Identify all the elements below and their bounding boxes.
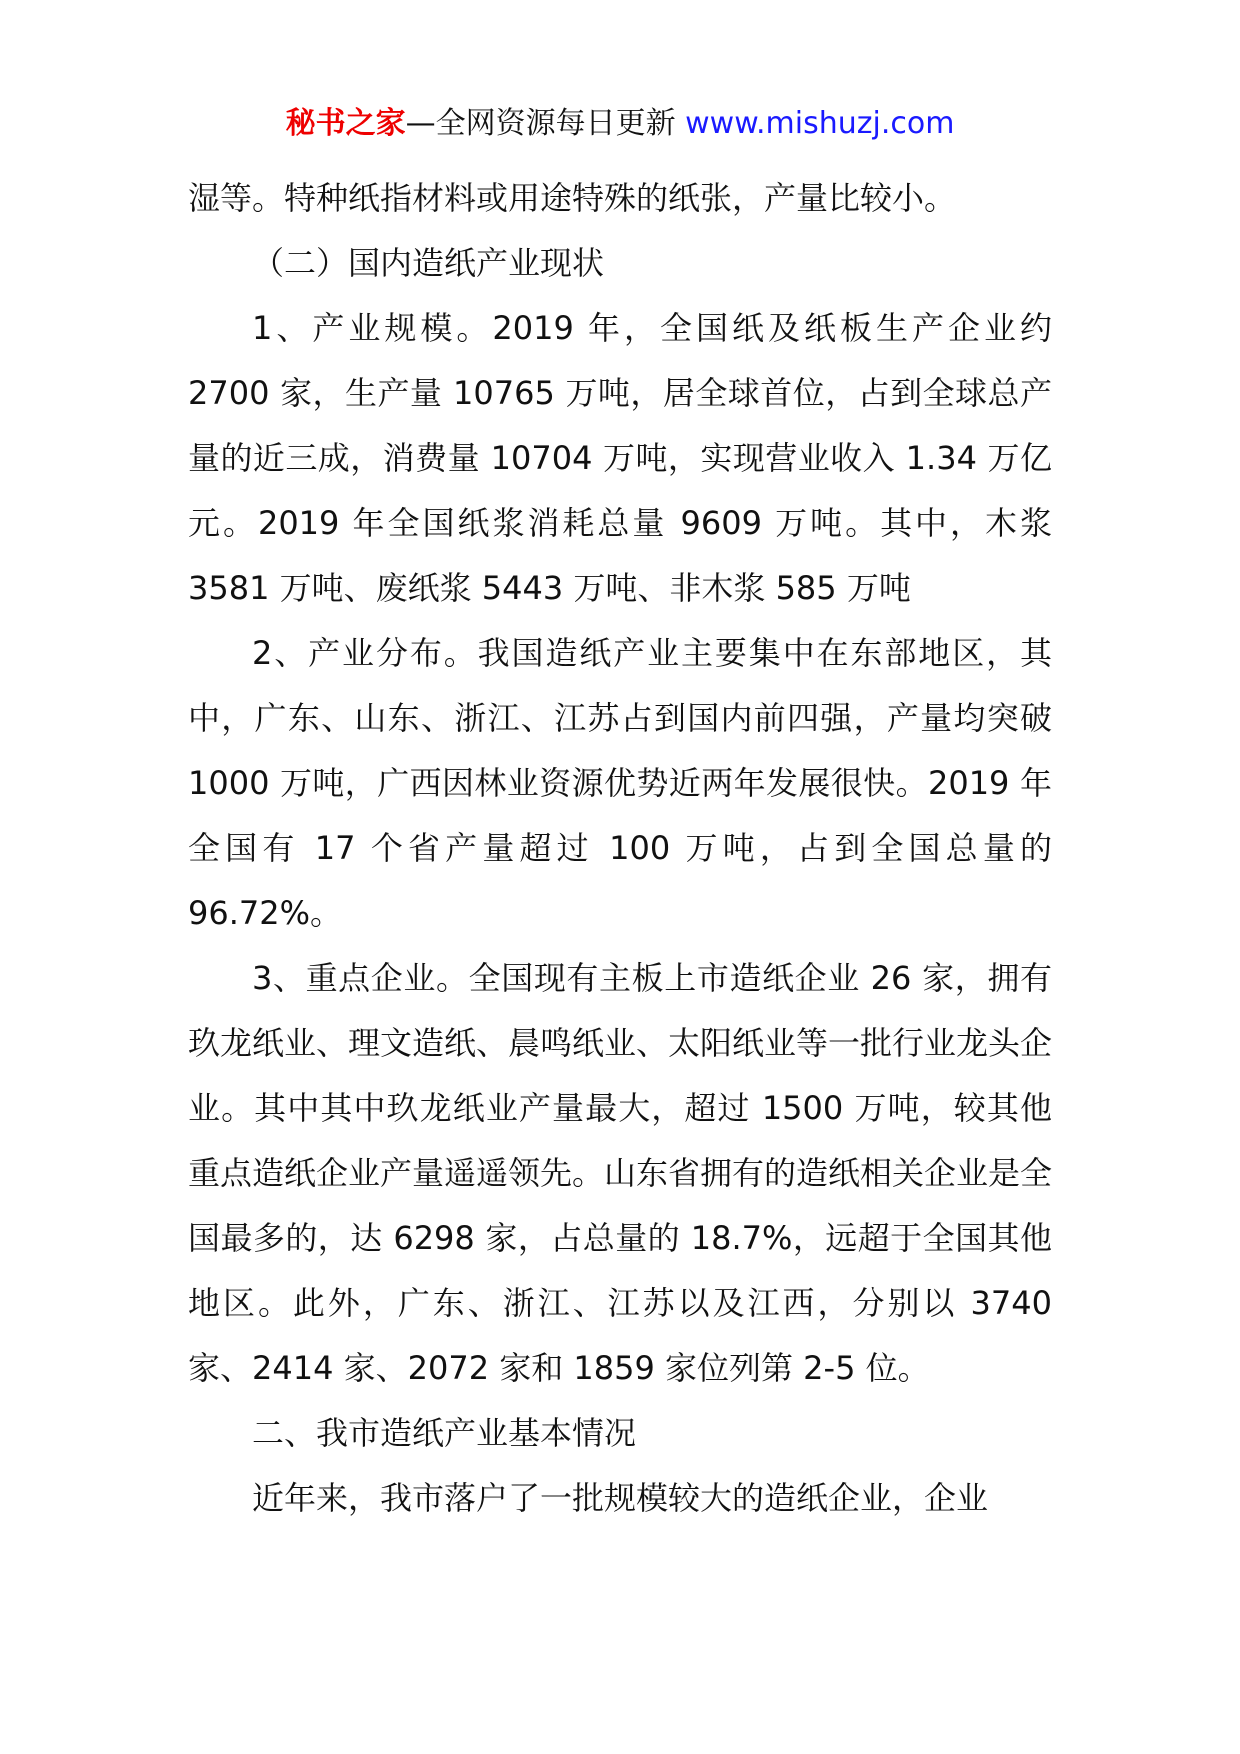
section-heading-city-overview: 二、我市造纸产业基本情况 (252, 1414, 637, 1452)
site-url-link[interactable]: www.mishuzj.com (685, 106, 955, 141)
paragraph-industry-distribution: 2、产业分布。我国造纸产业主要集中在东部地区，其中，广东、山东、浙江、江苏占到国内前四强，产量均突破 1000 万吨，广西因林业资源优势近两年发展很快。2019 年全国有 17 个省产量超过 100 万吨，占到全国总量的 96.72%。 (188, 634, 1052, 932)
paragraph-city-intro: 近年来，我市落户了一批规模较大的造纸企业，企业 (252, 1479, 989, 1517)
brand-name: 秘书之家 (285, 106, 406, 141)
section-heading-domestic-status: （二）国内造纸产业现状 (252, 244, 605, 282)
paragraph-industry-scale: 1、产业规模。2019 年，全国纸及纸板生产企业约 2700 家，生产量 10765 万吨，居全球首位，占到全球总产量的近三成，消费量 10704 万吨，实现营业收入 1.34 万亿元。2019 年全国纸浆消耗总量 9609 万吨。其中，木浆 3581 万吨、废纸浆 5443 万吨、非木浆 585 万吨 (188, 309, 1052, 607)
paragraph-key-enterprises: 3、重点企业。全国现有主板上市造纸企业 26 家，拥有玖龙纸业、理文造纸、晨鸣纸业、太阳纸业等一批行业龙头企业。其中其中玖龙纸业产量最大，超过 1500 万吨，较其他重点造纸企业产量遥遥领先。山东省拥有的造纸相关企业是全国最多的，达 6298 家，占总量的 18.7%，远超于全国其他地区。此外，广东、浙江、江苏以及江西，分别以 3740 家、2414 家、2072 家和 1859 家位列第 2-5 位。 (188, 959, 1053, 1387)
document-body (188, 166, 1052, 1531)
header-tagline: —全网资源每日更新 (405, 106, 676, 141)
paragraph-continuation: 湿等。特种纸指材料或用途特殊的纸张，产量比较小。 (188, 179, 957, 217)
site-header-banner (0, 102, 1240, 146)
